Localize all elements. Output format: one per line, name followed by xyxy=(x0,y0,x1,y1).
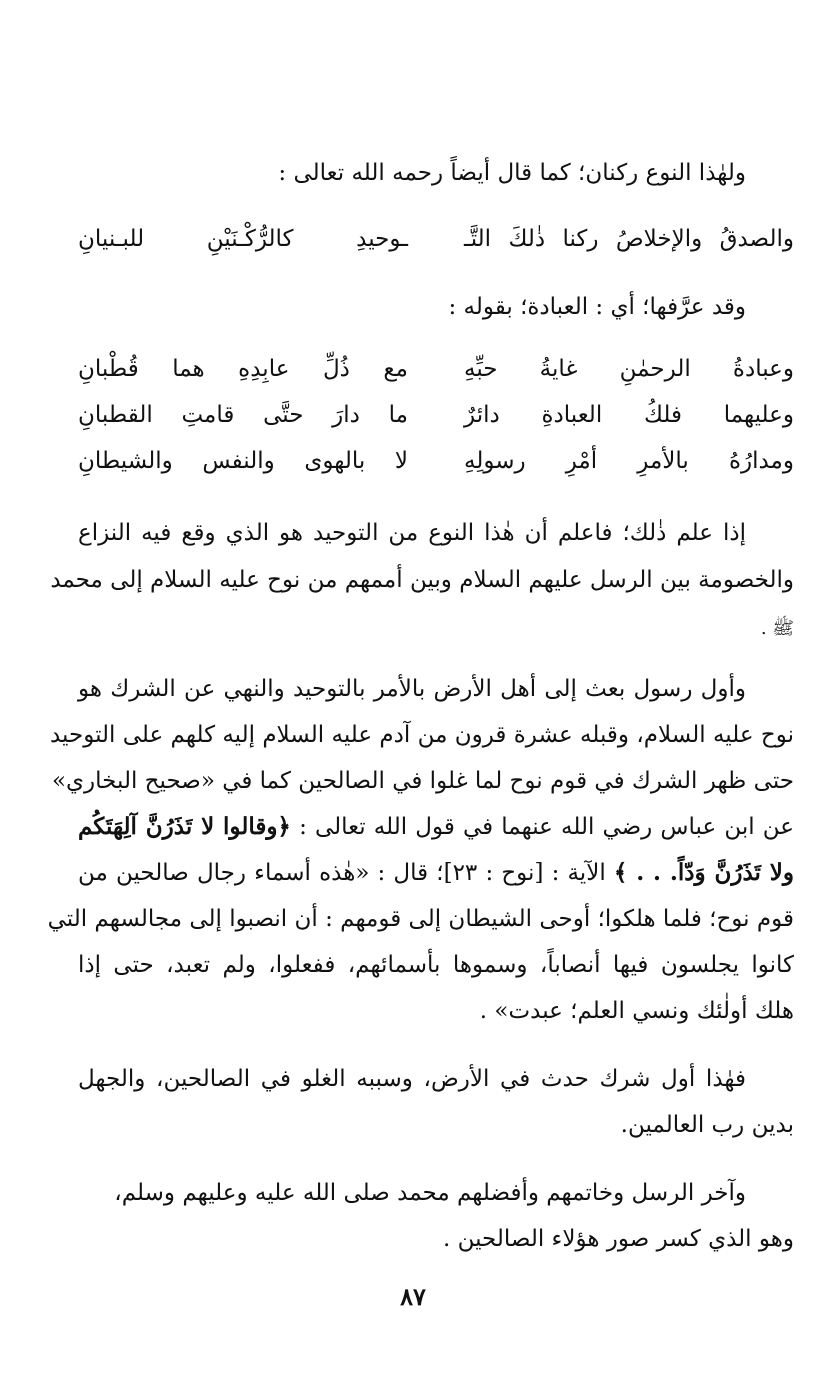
definition-intro: وقد عرَّفها؛ أي : العبادة؛ بقوله : xyxy=(448,294,746,320)
quran-quote-end: ولا تَذَرُنَّ وَدّاً. . . ﴾ xyxy=(613,859,795,886)
verse-4 xyxy=(78,448,794,482)
verse-3-second-hemistich: ما دارَ حتَّى قامتِ القطبانِ xyxy=(78,402,408,428)
para2-line-3: حتى ظهر الشرك في قوم نوح لما غلوا في الصالحين كما في «صحيح البخاري» xyxy=(51,768,794,794)
verse-3-first-hemistich: وعليهما فلكُ العبادةِ دائرٌ xyxy=(464,402,794,428)
para1-line-1: إذا علم ذٰلك؛ فاعلم أن هٰذا النوع من التوحيد هو الذي وقع فيه النزاع xyxy=(78,520,746,546)
para3-line-1: فهٰذا أول شرك حدث في الأرض، وسببه الغلو في الصالحين، والجهل xyxy=(78,1066,746,1092)
para4-line-2: وهو الذي كسر صور هؤلاء الصالحين . xyxy=(442,1226,794,1252)
para2-line-7: كانوا يجلسون فيها أنصاباً، وسموها بأسمائهم، ففعلوا، ولم تعبد، حتى إذا xyxy=(78,952,794,978)
para2-line-6: قوم نوح؛ فلما هلكوا؛ أوحى الشيطان إلى قومهم : أن انصبوا إلى مجالسهم التي xyxy=(47,906,794,932)
quran-citation: الآية : [نوح : ٢٣]؛ قال : «هٰذه أسماء رجال صالحين من xyxy=(78,860,606,886)
verse-1-second-hemistich: ـوحيدِ كالرُّكْـنَيْنِ للبـنيانِ xyxy=(78,226,408,252)
verse-2-first-hemistich: وعبادةُ الرحمٰنِ غايةُ حبِّهِ xyxy=(464,356,794,382)
para3-line-2: بدين رب العالمين. xyxy=(620,1112,794,1138)
verse-4-first-hemistich: ومدارُهُ بالأمرِ أمْرِ رسولِهِ xyxy=(464,448,794,474)
book-page xyxy=(47,0,795,1384)
verse-1-first-hemistich: والصدقُ والإخلاصُ ركنا ذٰلكَ التَّـ xyxy=(464,226,794,252)
para1-line-2: والخصومة بين الرسل عليهم السلام وبين أممهم من نوح عليه السلام إلى محمد xyxy=(50,567,794,593)
quran-intro: عن ابن عباس رضي الله عنهما في قول الله تعالى : xyxy=(299,814,794,840)
quran-quote-start: ﴿وقالوا لا تَذَرُنَّ آلِهَتَكُم xyxy=(78,813,291,840)
verse-4-second-hemistich: لا بالهوى والنفس والشيطانِ xyxy=(78,448,408,474)
verse-3 xyxy=(78,402,794,436)
verse-2 xyxy=(78,356,794,390)
page-number: ٨٧ xyxy=(400,1282,426,1311)
intro-line: ولهٰذا النوع ركنان؛ كما قال أيضاً رحمه الله تعالى : xyxy=(278,160,746,186)
para2-line-1: وأول رسول بعث إلى أهل الأرض بالأمر بالتوحيد والنهي عن الشرك هو xyxy=(78,676,746,702)
pbuh-ligature: ﷺ . xyxy=(760,618,794,639)
para1-line-3 xyxy=(78,612,794,644)
para2-line-4 xyxy=(78,812,794,842)
verse-1 xyxy=(78,226,794,260)
para2-line-5 xyxy=(78,858,794,888)
para2-line-8: هلك أولٰئك ونسي العلم؛ عبدت» . xyxy=(479,998,794,1024)
para4-line-1: وآخر الرسل وخاتمهم وأفضلهم محمد صلى الله عليه وعليهم وسلم، xyxy=(114,1180,746,1206)
para2-line-2: نوح عليه السلام، وقبله عشرة قرون من آدم عليه السلام إليه كلهم على التوحيد xyxy=(49,722,794,748)
verse-2-second-hemistich: مع ذُلِّ عابِدِهِ هما قُطْبانِ xyxy=(78,356,408,382)
